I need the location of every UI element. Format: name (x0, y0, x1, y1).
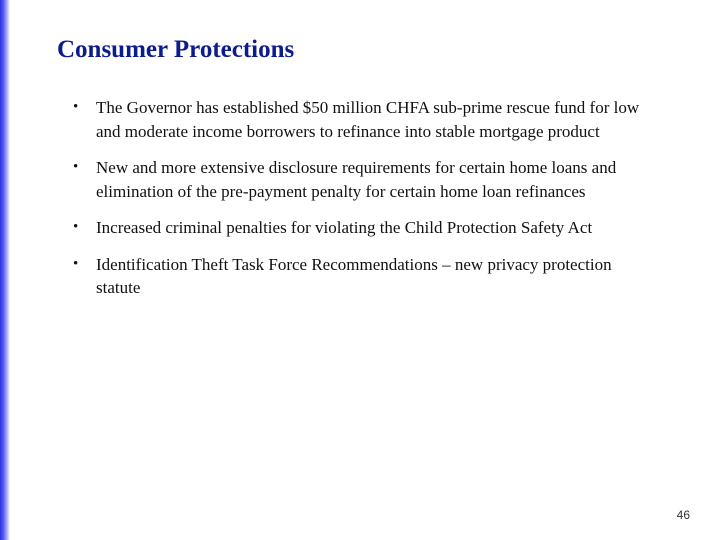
bullet-dot-icon: • (73, 219, 79, 235)
bullet-list (70, 96, 660, 313)
bullet-text: New and more extensive disclosure requirements for certain home loans and elimination of the pre-payment penalty for certain home loan refinances (96, 158, 617, 201)
bullet-text: Increased criminal penalties for violating the Child Protection Safety Act (96, 218, 593, 237)
bullet-text: The Governor has established $50 million CHFA sub-prime rescue fund for low and moderate income borrowers to refinance into stable mortgage product (96, 98, 640, 141)
side-accent-bar (0, 0, 10, 540)
bullet-dot-icon: • (73, 99, 79, 115)
bullet-item (70, 216, 660, 240)
bullet-item (70, 156, 660, 203)
bullet-dot-icon: • (73, 159, 79, 175)
slide-title: Consumer Protections (57, 36, 295, 63)
bullet-item (70, 253, 660, 300)
page-number: 46 (676, 508, 690, 522)
bullet-text: Identification Theft Task Force Recommendations – new privacy protection statute (96, 254, 612, 297)
bullet-item (70, 96, 660, 143)
bullet-dot-icon: • (73, 255, 79, 272)
